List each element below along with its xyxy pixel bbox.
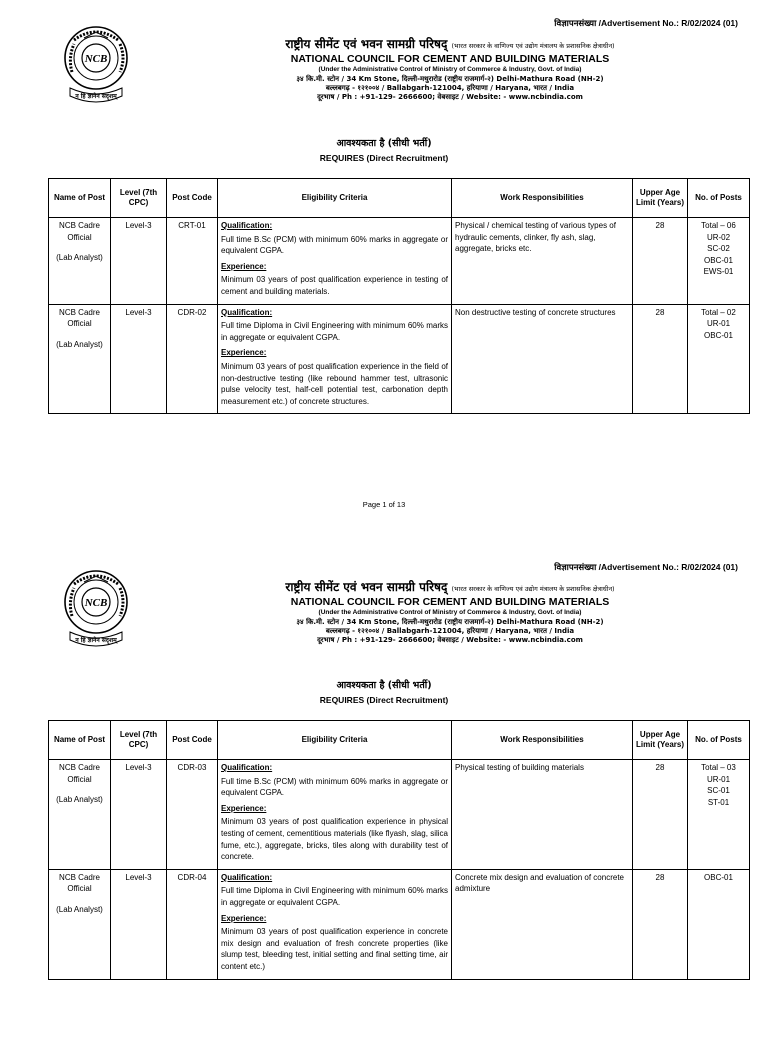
- posts-line: UR-01: [706, 319, 731, 329]
- table-header-row: [49, 179, 750, 218]
- org-name-hindi: राष्ट्रीय सीमेंट एवं भवन सामग्री परिषद्: [285, 580, 448, 594]
- address-line-2: बल्लबगढ़ - १२१००४ / Ballabgarh-121004, हरियाणा / Haryana, भारत / India: [325, 83, 575, 92]
- experience-label: Experience:: [221, 261, 267, 271]
- org-header: [190, 37, 710, 102]
- ncb-logo-icon: [62, 22, 130, 110]
- svg-text:न हि ज्ञानेन सदृशम्: न हि ज्ञानेन सदृशम्: [75, 93, 117, 100]
- post-name-sub: (Lab Analyst): [56, 795, 103, 805]
- qualification-text: Full time Diploma in Civil Engineering with minimum 60% marks in aggregate or equivalent CGPA.: [221, 886, 448, 907]
- qualification-label: Qualification:: [221, 763, 273, 772]
- recruitment-table: [48, 720, 750, 980]
- col-header-posts: No. of Posts: [688, 721, 750, 760]
- work-cell: Concrete mix design and evaluation of concrete admixture: [452, 869, 633, 979]
- document-page-2: [0, 542, 768, 1054]
- svg-text:NCB: NCB: [84, 53, 108, 65]
- post-name: NCB Cadre Official: [59, 872, 100, 894]
- recruitment-table: [48, 178, 750, 414]
- posts-line: Total – 03: [701, 763, 736, 772]
- experience-label: Experience:: [221, 913, 267, 923]
- age-cell: 28: [633, 760, 688, 870]
- table-row: [49, 218, 750, 305]
- col-header-eligibility: Eligibility Criteria: [218, 721, 452, 760]
- org-subtitle-hindi: (भारत सरकार के वाणिज्य एवं उद्योग मंत्रालय के प्रशासनिक क्षेत्राधीन): [451, 585, 615, 593]
- address-line-1: ३४ कि.मी. स्टोन / 34 Km Stone, दिल्ली-मथुरारोड (राष्ट्रीय राजमार्ग-२) Delhi-Mathura Road (NH-2): [296, 617, 604, 626]
- col-header-name: Name of Post: [49, 721, 111, 760]
- ncb-logo-icon: [62, 566, 130, 654]
- requires-heading-hindi: आवश्यकता है (सीधी भर्ती): [336, 138, 432, 149]
- contact-line: दूरभाष / Ph : +91-129- 2666600; वेबसाइट / Website: - www.ncbindia.com: [317, 92, 583, 101]
- posts-cell: [688, 760, 750, 870]
- admin-control-note: (Under the Administrative Control of Ministry of Commerce & Industry, Govt. of India): [318, 609, 582, 617]
- age-cell: 28: [633, 304, 688, 414]
- table-row: [49, 760, 750, 870]
- posts-line: EWS-01: [703, 267, 734, 277]
- svg-text:न हि ज्ञानेन सदृशम्: न हि ज्ञानेन सदृशम्: [75, 637, 117, 644]
- experience-label: Experience:: [221, 348, 267, 358]
- eligibility-cell: [218, 304, 452, 414]
- qualification-label: Qualification:: [221, 221, 273, 230]
- post-name: NCB Cadre Official: [59, 221, 100, 242]
- col-header-work: Work Responsibilities: [452, 721, 633, 760]
- eligibility-cell: [218, 760, 452, 870]
- post-name-sub: (Lab Analyst): [56, 339, 103, 349]
- posts-line: Total – 06: [701, 221, 736, 230]
- level-cell: Level-3: [111, 218, 167, 305]
- post-code-cell: CDR-02: [167, 304, 218, 414]
- posts-line: UR-02: [706, 232, 731, 242]
- org-name-english: NATIONAL COUNCIL FOR CEMENT AND BUILDING MATERIALS: [290, 595, 610, 608]
- post-name-cell: [49, 218, 111, 305]
- age-cell: 28: [633, 869, 688, 979]
- qualification-label: Qualification:: [221, 307, 273, 317]
- document-page-1: [0, 0, 768, 512]
- post-name-sub: (Lab Analyst): [56, 253, 103, 263]
- post-code-cell: CDR-04: [167, 869, 218, 979]
- post-name-cell: [49, 304, 111, 414]
- posts-cell: [688, 869, 750, 979]
- posts-line: SC-01: [707, 786, 730, 796]
- post-code-cell: CRT-01: [167, 218, 218, 305]
- table-header-row: [49, 721, 750, 760]
- col-header-name: Name of Post: [49, 179, 111, 218]
- admin-control-note: (Under the Administrative Control of Ministry of Commerce & Industry, Govt. of India): [318, 66, 582, 74]
- col-header-level: Level (7th CPC): [111, 179, 167, 218]
- post-name-sub: (Lab Analyst): [56, 904, 103, 914]
- level-cell: Level-3: [111, 304, 167, 414]
- page-footer: Page 1 of 13: [362, 500, 406, 509]
- org-name-english: NATIONAL COUNCIL FOR CEMENT AND BUILDING MATERIALS: [290, 52, 610, 65]
- col-header-age: Upper Age Limit (Years): [633, 179, 688, 218]
- experience-label: Experience:: [221, 803, 267, 813]
- requires-heading-hindi: आवश्यकता है (सीधी भर्ती): [336, 680, 432, 691]
- experience-text: Minimum 03 years of post qualification experience in the field of non-destructive testing (like rebound hammer test, ultrasonic pulse velocity test, half-cell potential test, carbonation depth measurement etc.) of concrete structures.: [221, 361, 448, 406]
- level-cell: Level-3: [111, 760, 167, 870]
- col-header-eligibility: Eligibility Criteria: [218, 179, 452, 218]
- posts-line: SC-02: [707, 244, 730, 254]
- eligibility-cell: [218, 869, 452, 979]
- col-header-level: Level (7th CPC): [111, 721, 167, 760]
- level-cell: Level-3: [111, 869, 167, 979]
- contact-line: दूरभाष / Ph : +91-129- 2666600; वेबसाइट / Website: - www.ncbindia.com: [317, 635, 583, 644]
- post-name: NCB Cadre Official: [59, 307, 100, 329]
- org-header: [190, 580, 710, 645]
- post-code-cell: CDR-03: [167, 760, 218, 870]
- table-row: [49, 869, 750, 979]
- posts-line: OBC-01: [704, 255, 733, 265]
- work-cell: Physical / chemical testing of various types of hydraulic cements, clinker, fly ash, slag, aggregate, bricks etc.: [452, 218, 633, 305]
- col-header-code: Post Code: [167, 721, 218, 760]
- age-cell: 28: [633, 218, 688, 305]
- post-name: NCB Cadre Official: [59, 763, 100, 784]
- requires-heading-english: REQUIRES (Direct Recruitment): [319, 695, 449, 705]
- table-row: [49, 304, 750, 414]
- posts-cell: [688, 218, 750, 305]
- org-subtitle-hindi: (भारत सरकार के वाणिज्य एवं उद्योग मंत्रालय के प्रशासनिक क्षेत्राधीन): [451, 42, 615, 50]
- post-name-cell: [49, 869, 111, 979]
- work-cell: Non destructive testing of concrete structures: [452, 304, 633, 414]
- qualification-label: Qualification:: [221, 872, 273, 882]
- posts-line: Total – 02: [701, 307, 736, 317]
- requires-heading-english: REQUIRES (Direct Recruitment): [319, 153, 449, 163]
- svg-text:NCB: NCB: [84, 597, 108, 609]
- org-name-hindi: राष्ट्रीय सीमेंट एवं भवन सामग्री परिषद्: [285, 37, 448, 51]
- posts-line: OBC-01: [704, 872, 733, 882]
- work-cell: Physical testing of building materials: [452, 760, 633, 870]
- qualification-text: Full time Diploma in Civil Engineering with minimum 60% marks in aggregate or equivalent CGPA.: [221, 321, 448, 342]
- posts-cell: [688, 304, 750, 414]
- experience-text: Minimum 03 years of post qualification experience in testing of cement and building materials.: [221, 275, 448, 296]
- eligibility-cell: [218, 218, 452, 305]
- posts-line: UR-01: [706, 774, 731, 784]
- col-header-age: Upper Age Limit (Years): [633, 721, 688, 760]
- qualification-text: Full time B.Sc (PCM) with minimum 60% marks in aggregate or equivalent CGPA.: [221, 776, 448, 798]
- experience-text: Minimum 03 years of post qualification experience in concrete mix design and evaluation of fresh concrete properties (like slump test, bleeding test, initial setting and final setting time, air content etc.): [221, 927, 448, 971]
- post-name-cell: [49, 760, 111, 870]
- address-line-2: बल्लबगढ़ - १२१००४ / Ballabgarh-121004, हरियाणा / Haryana, भारत / India: [325, 626, 575, 635]
- advertisement-number: विज्ञापनसंख्या /Advertisement No.: R/02/2024 (01): [554, 562, 738, 572]
- col-header-code: Post Code: [167, 179, 218, 218]
- experience-text: Minimum 03 years of post qualification experience in physical testing of cement, cementitious materials (like flyash, slag, silica fume, etc.), aggregate, bricks, tiles along with durability test of concrete.: [221, 817, 448, 862]
- col-header-posts: No. of Posts: [688, 179, 750, 218]
- posts-line: OBC-01: [704, 330, 733, 340]
- qualification-text: Full time B.Sc (PCM) with minimum 60% marks in aggregate or equivalent CGPA.: [221, 234, 448, 256]
- advertisement-number: विज्ञापनसंख्या /Advertisement No.: R/02/2024 (01): [554, 18, 738, 28]
- col-header-work: Work Responsibilities: [452, 179, 633, 218]
- posts-line: ST-01: [707, 797, 730, 807]
- address-line-1: ३४ कि.मी. स्टोन / 34 Km Stone, दिल्ली-मथुरारोड (राष्ट्रीय राजमार्ग-२) Delhi-Mathura Road (NH-2): [296, 74, 604, 83]
